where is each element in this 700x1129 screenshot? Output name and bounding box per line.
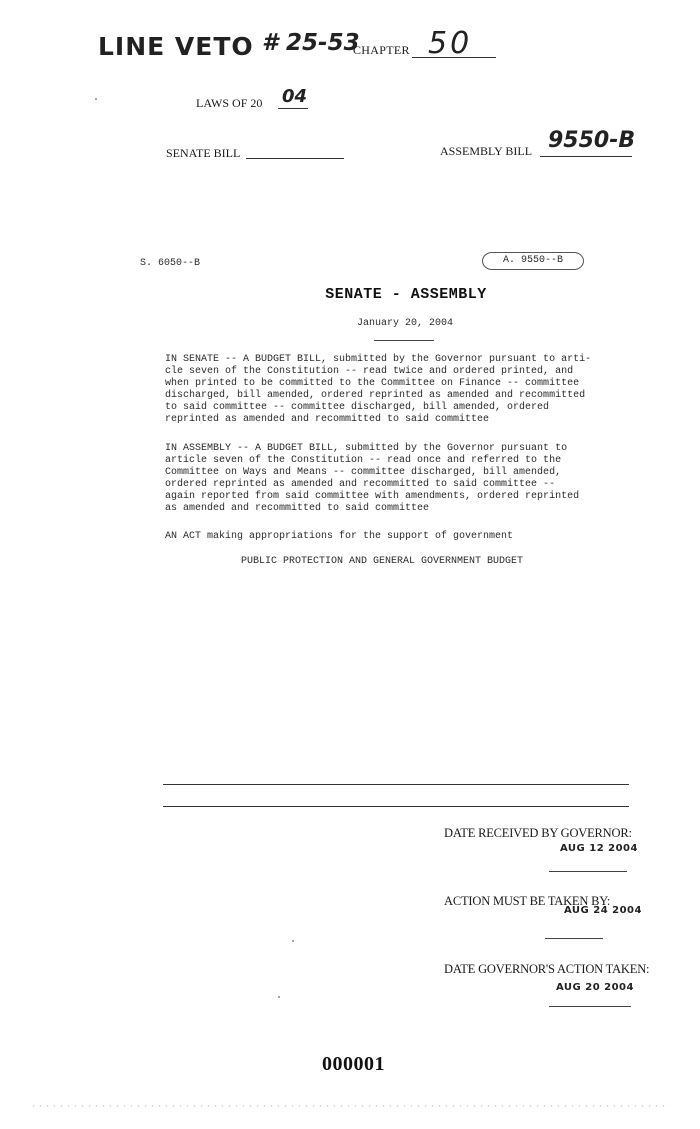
bill-date: January 20, 2004 — [356, 318, 453, 329]
chapter-label: CHAPTER — [353, 43, 410, 57]
budget-title: PUBLIC PROTECTION AND GENERAL GOVERNMENT BUDGET — [241, 556, 524, 567]
deadline-date-stamp: AUG 24 2004 — [564, 905, 642, 916]
bill-title: SENATE - ASSEMBLY — [325, 286, 487, 303]
act-line: AN ACT making appropriations for the support of government — [165, 531, 514, 542]
assembly-number: A. 9550--B — [482, 252, 584, 270]
page-number: 000001 — [322, 1053, 385, 1075]
scan-speck — [292, 940, 294, 942]
senate-number: S. 6050--B — [140, 258, 201, 269]
senate-paragraph: IN SENATE -- A BUDGET BILL, submitted by the Governor pursuant to arti- cle seven of the Constitution -- read twice and ordered printed, and when printed to be committed to the Committee on Finance -- committee discharged, bill amended, ordered reprinted as amended and recommitted to said committee -- committee discharged, bill amended, ordered reprinted as amended and recommitted to said committee — [165, 354, 592, 425]
line-veto-stamp: LINE VETO — [98, 32, 254, 61]
received-label: DATE RECEIVED BY GOVERNOR: — [444, 826, 632, 840]
assembly-bill-label: ASSEMBLY BILL — [440, 144, 533, 158]
laws-year: 04 — [282, 86, 308, 107]
received-rule — [549, 871, 627, 872]
scan-speck — [278, 996, 280, 998]
action-taken-rule — [549, 1006, 631, 1007]
date-rule — [374, 340, 434, 341]
senate-bill-label: SENATE BILL — [166, 146, 241, 160]
signature-rule — [163, 806, 629, 807]
laws-line — [278, 108, 308, 109]
deadline-rule — [545, 938, 603, 939]
veto-number: # 25-53 — [262, 30, 360, 56]
chapter-number: 50 — [428, 26, 473, 61]
senate-bill-line — [246, 158, 344, 159]
assembly-paragraph: IN ASSEMBLY -- A BUDGET BILL, submitted by the Governor pursuant to article seven of the Constitution -- read once and referred to the Committee on Ways and Means -- committee discharged, bill amended, ordered reprinted as amended and recommitted to said committee -- again reported from said committee with amendments, ordered reprinted as amended and recommitted to said committee — [165, 443, 580, 514]
assembly-bill-number: 9550-B — [548, 128, 636, 153]
signature-rule — [163, 784, 629, 785]
received-date-stamp: AUG 12 2004 — [560, 843, 638, 854]
action-taken-date-stamp: AUG 20 2004 — [556, 982, 634, 993]
deadline-label: ACTION MUST BE TAKEN BY: — [444, 894, 611, 908]
scan-noise — [30, 1104, 670, 1108]
action-taken-label: DATE GOVERNOR'S ACTION TAKEN: — [444, 962, 650, 976]
assembly-bill-line — [540, 156, 632, 157]
scan-speck — [95, 98, 97, 100]
laws-label: LAWS OF 20 — [196, 96, 263, 110]
